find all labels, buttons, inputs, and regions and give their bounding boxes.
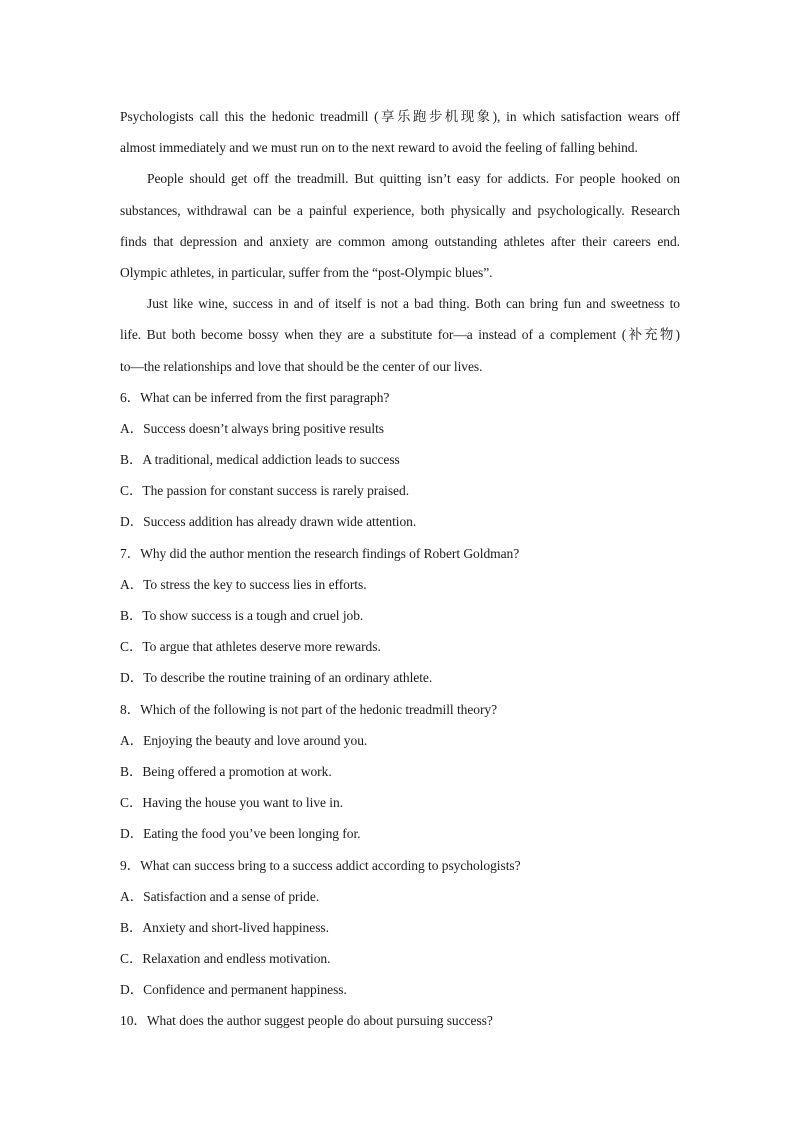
question-7 bbox=[0, 538, 794, 694]
question-stem: 9．What can success bring to a success addict according to psychologists? bbox=[120, 857, 521, 873]
passage-line: People should get off the treadmill. But quitting isn’t easy for addicts. For people hooked on bbox=[147, 171, 680, 187]
answer-option: B．A traditional, medical addiction leads to success bbox=[120, 452, 400, 468]
answer-option: D．Eating the food you’ve been longing for. bbox=[120, 826, 361, 842]
answer-option: B．Anxiety and short-lived happiness. bbox=[120, 919, 329, 935]
passage-line: Psychologists call this the hedonic treadmill (享乐跑步机现象), in which satisfaction wears off bbox=[120, 109, 680, 124]
passage-line: almost immediately and we must run on to the next reward to avoid the feeling of falling behind. bbox=[120, 140, 638, 156]
passage-line: substances, withdrawal can be a painful experience, both physically and psychologically. Research bbox=[120, 202, 680, 218]
passage-line: Just like wine, success in and of itself is not a bad thing. Both can bring fun and sweetness to bbox=[147, 296, 680, 312]
passage-line: life. But both become bossy when they are a substitute for—a instead of a complement (补充物) bbox=[120, 327, 680, 343]
question-stem: 6．What can be inferred from the first paragraph? bbox=[120, 389, 390, 405]
passage-line: finds that depression and anxiety are common among outstanding athletes after their careers end. bbox=[120, 233, 680, 249]
answer-option: A．Enjoying the beauty and love around you. bbox=[120, 732, 368, 748]
answer-option: C．The passion for constant success is rarely praised. bbox=[120, 483, 410, 499]
question-stem: 8．Which of the following is not part of the hedonic treadmill theory? bbox=[120, 701, 498, 717]
answer-option: A．To stress the key to success lies in efforts. bbox=[120, 576, 367, 592]
answer-option: B．Being offered a promotion at work. bbox=[120, 763, 332, 779]
question-6 bbox=[0, 382, 794, 538]
question-stem: 10．What does the author suggest people do about pursuing success? bbox=[120, 1013, 493, 1029]
question-10 bbox=[0, 1005, 794, 1036]
passage-line: to—the relationships and love that should be the center of our lives. bbox=[120, 358, 483, 374]
question-9 bbox=[0, 850, 794, 1006]
answer-option: C．Having the house you want to live in. bbox=[120, 795, 344, 811]
answer-option: D．Confidence and permanent happiness. bbox=[120, 982, 347, 998]
passage bbox=[0, 101, 794, 382]
passage-line: Olympic athletes, in particular, suffer from the “post-Olympic blues”. bbox=[120, 264, 493, 280]
answer-option: D．Success addition has already drawn wide attention. bbox=[120, 514, 417, 530]
answer-option: C．To argue that athletes deserve more rewards. bbox=[120, 639, 381, 655]
answer-option: D．To describe the routine training of an ordinary athlete. bbox=[120, 670, 433, 686]
question-8 bbox=[0, 694, 794, 850]
answer-option: A．Satisfaction and a sense of pride. bbox=[120, 888, 320, 904]
answer-option: C．Relaxation and endless motivation. bbox=[120, 951, 331, 967]
answer-option: A．Success doesn’t always bring positive results bbox=[120, 420, 384, 436]
question-stem: 7．Why did the author mention the research findings of Robert Goldman? bbox=[120, 545, 520, 561]
answer-option: B．To show success is a tough and cruel job. bbox=[120, 608, 364, 623]
